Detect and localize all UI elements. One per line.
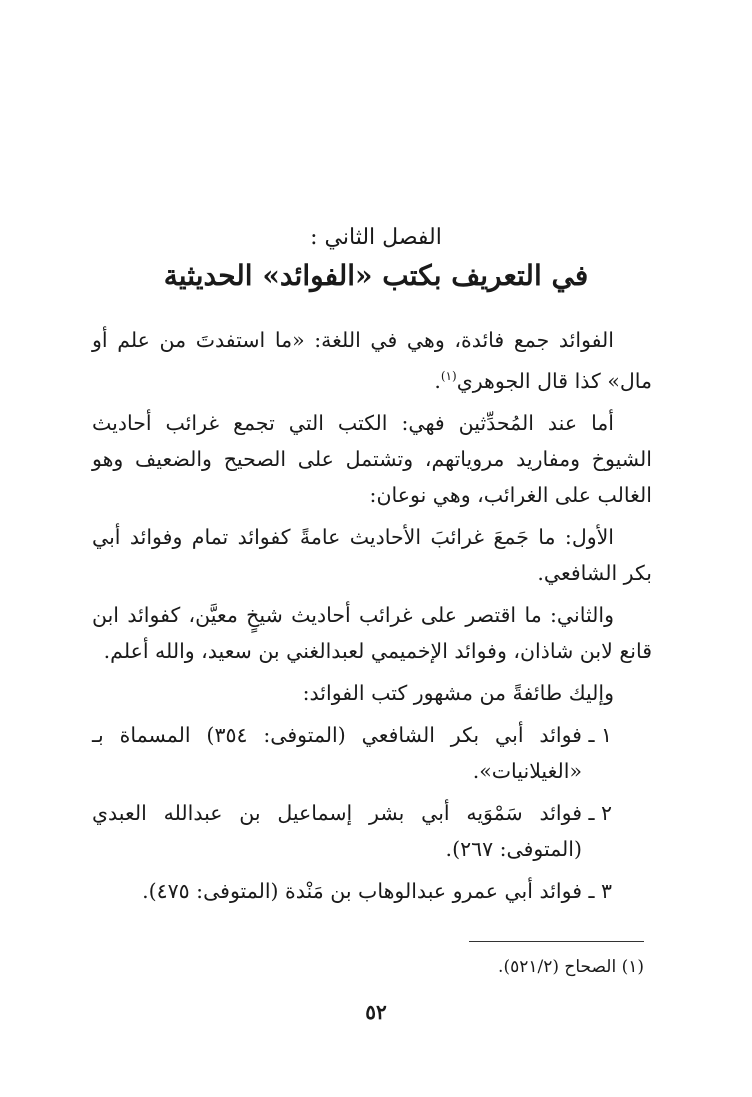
list-item [92, 717, 652, 789]
paragraph-list-intro: وإليك طائفةً من مشهور كتب الفوائد: [302, 680, 614, 705]
list-item [92, 873, 652, 909]
paragraph-first-type: الأول: ما جَمعَ غرائبَ الأحاديث عامةً كفوائد تمام وفوائد أبي بكر الشافعي. [92, 524, 652, 585]
list-item-text: فوائد سَمْوَيه أبي بشر إسماعيل بن عبدالله العبدي (المتوفى: ٢٦٧). [92, 800, 582, 861]
chapter-title: في التعريف بكتب «الفوائد» الحديثية [163, 259, 589, 292]
paragraph-second-type: والثاني: ما اقتصر على غرائب أحاديث شيخٍ معيَّن، كفوائد ابن قانع لابن شاذان، وفوائد الإخميمي لعبدالغني بن سعيد، والله أعلم. [92, 602, 652, 663]
chapter-label: الفصل الثاني : [310, 225, 442, 250]
paragraph-muhaddithin: أما عند المُحدِّثين فهي: الكتب التي تجمع غرائب أحاديث الشيوخ ومفاريد مروياتهم، وتشتمل على الصحيح والضعيف وهو الغالب على الغرائب، وهي نوعان: [92, 410, 652, 507]
list-item-text: فوائد أبي عمرو عبدالوهاب بن مَنْدة (المتوفى: ٤٧٥). [142, 878, 582, 903]
list-item-number: ٣ ـ [588, 878, 612, 903]
footnote: (١) الصحاح (٥٢١/٢). [498, 957, 644, 977]
list-item-text: فوائد أبي بكر الشافعي (المتوفى: ٣٥٤) المسماة بـ «الغيلانيات». [92, 722, 582, 783]
page-number: ٥٢ [365, 1000, 387, 1024]
paragraph-text: الفوائد جمع فائدة، وهي في اللغة: «ما استفدتَ من علم أو مال» كذا قال الجوهري [92, 328, 652, 393]
paragraph-definition: الفوائد جمع فائدة، وهي في اللغة: «ما استفدتَ من علم أو مال» كذا قال الجوهري$^{(١)}$. [92, 328, 652, 393]
list-item [92, 795, 652, 867]
list-item-number: ١ ـ [588, 722, 612, 747]
footnote-divider [469, 941, 644, 942]
footnote-ref: (١) [440, 369, 457, 383]
list-item-number: ٢ ـ [588, 800, 612, 825]
body-text [92, 322, 652, 915]
